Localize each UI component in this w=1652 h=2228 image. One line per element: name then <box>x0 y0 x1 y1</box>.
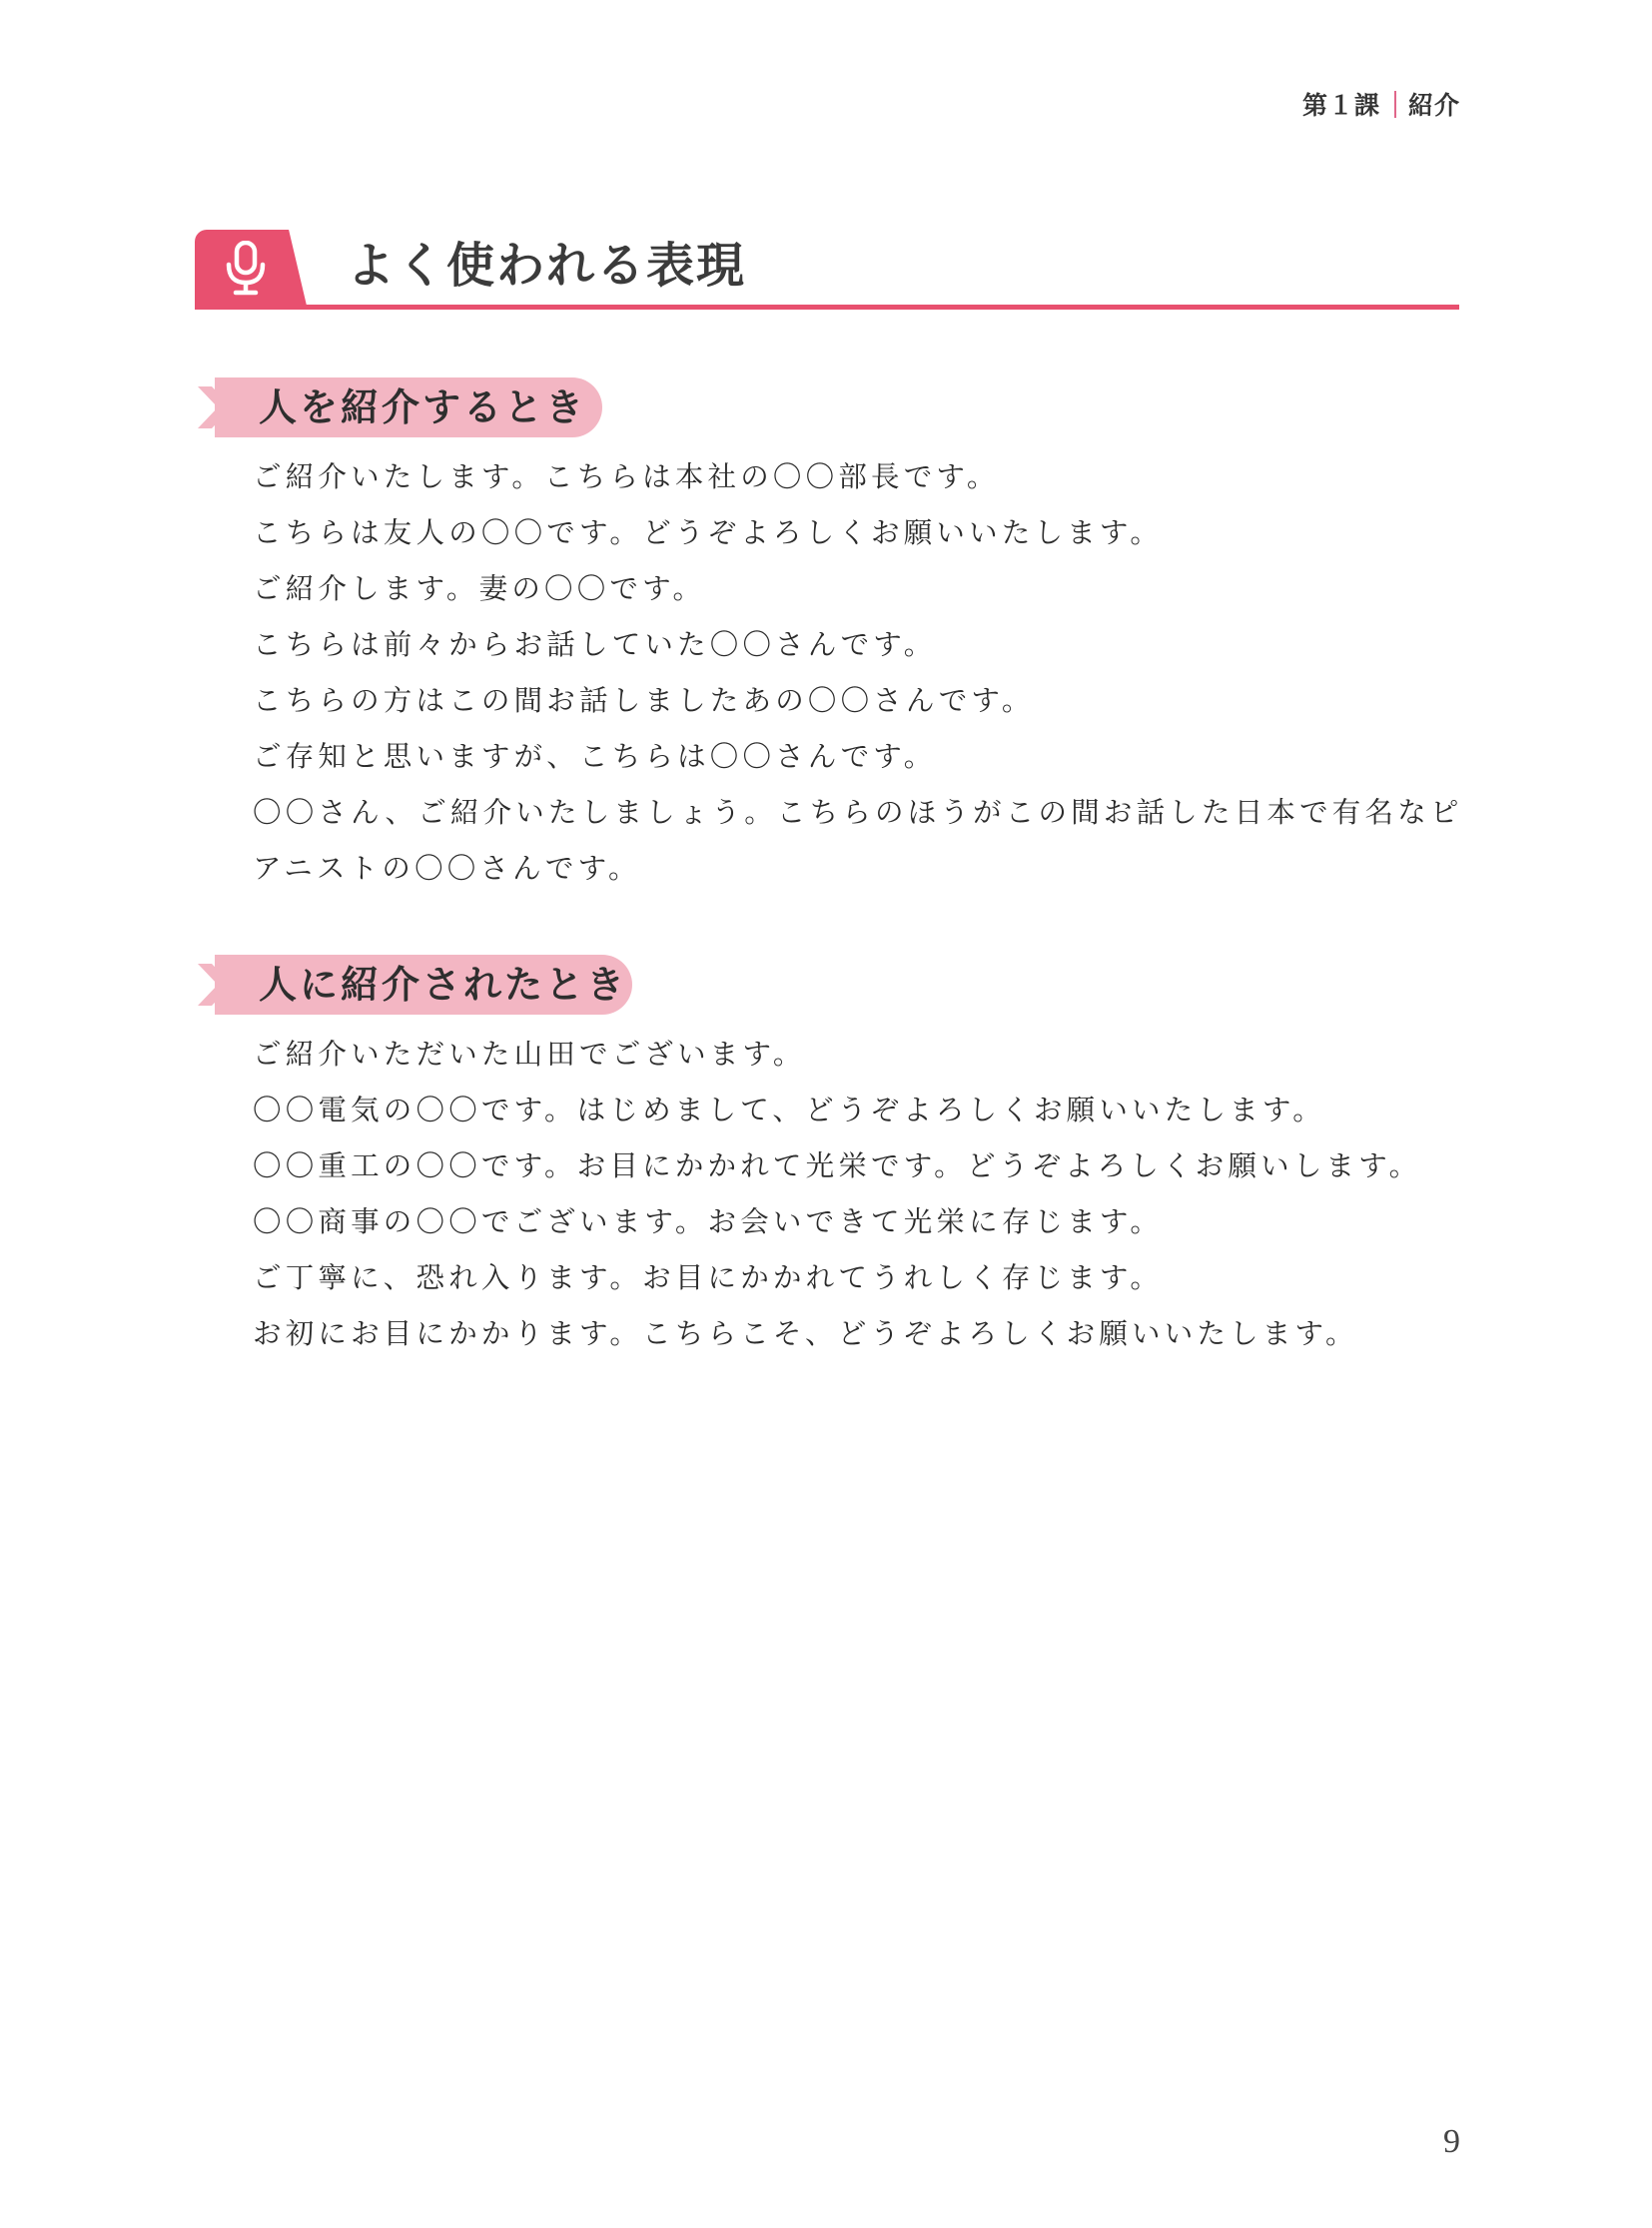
running-header <box>1302 86 1460 122</box>
section-heading-label: 人に紹介されたとき <box>259 963 628 1007</box>
page-number: 9 <box>1443 2123 1460 2160</box>
expression-line: ご紹介いたします。こちらは本社の〇〇部長です。 <box>253 460 1000 493</box>
expression-line: 〇〇重工の〇〇です。お目にかかれて光栄です。どうぞよろしくお願いします。 <box>253 1149 1422 1182</box>
expression-line: ご紹介いただいた山田でございます。 <box>253 1038 806 1071</box>
expression-line: 〇〇さん、ご紹介いたしましょう。こちらのほうがこの間お話した日本で有名なピアニストの〇〇さんです。 <box>253 796 1463 885</box>
expression-line: ご存知と思いますが、こちらは〇〇さんです。 <box>253 740 937 773</box>
expression-line: 〇〇商事の〇〇でございます。お会いできて光栄に存じます。 <box>253 1205 1164 1238</box>
microphone-icon <box>224 241 268 297</box>
lesson-topic: 紹介 <box>1407 91 1460 120</box>
expression-line: 〇〇電気の〇〇です。はじめまして、どうぞよろしくお願いいたします。 <box>253 1094 1325 1126</box>
expression-line: お初にお目にかかります。こちらこそ、どうぞよろしくお願いいたします。 <box>253 1317 1358 1350</box>
heading-tab <box>195 230 307 306</box>
expression-line: こちらは友人の〇〇です。どうぞよろしくお願いいたします。 <box>253 516 1164 549</box>
expression-line: ご丁寧に、恐れ入ります。お目にかかれてうれしく存じます。 <box>253 1261 1164 1294</box>
heading-rule <box>195 305 1459 310</box>
main-heading-title: よく使われる表現 <box>347 238 747 294</box>
expression-list-being-introduced <box>253 1027 1466 1362</box>
expression-line: こちらは前々からお話していた〇〇さんです。 <box>253 628 937 661</box>
expression-line: ご紹介します。妻の〇〇です。 <box>253 572 706 605</box>
lesson-number: 第１課 <box>1301 91 1380 120</box>
expression-list-introducing <box>253 449 1466 897</box>
main-section-heading <box>195 230 1459 310</box>
header-separator <box>1394 91 1396 118</box>
section-heading-label: 人を紹介するとき <box>259 385 587 429</box>
expression-line: こちらの方はこの間お話しましたあの〇〇さんです。 <box>253 684 1035 717</box>
